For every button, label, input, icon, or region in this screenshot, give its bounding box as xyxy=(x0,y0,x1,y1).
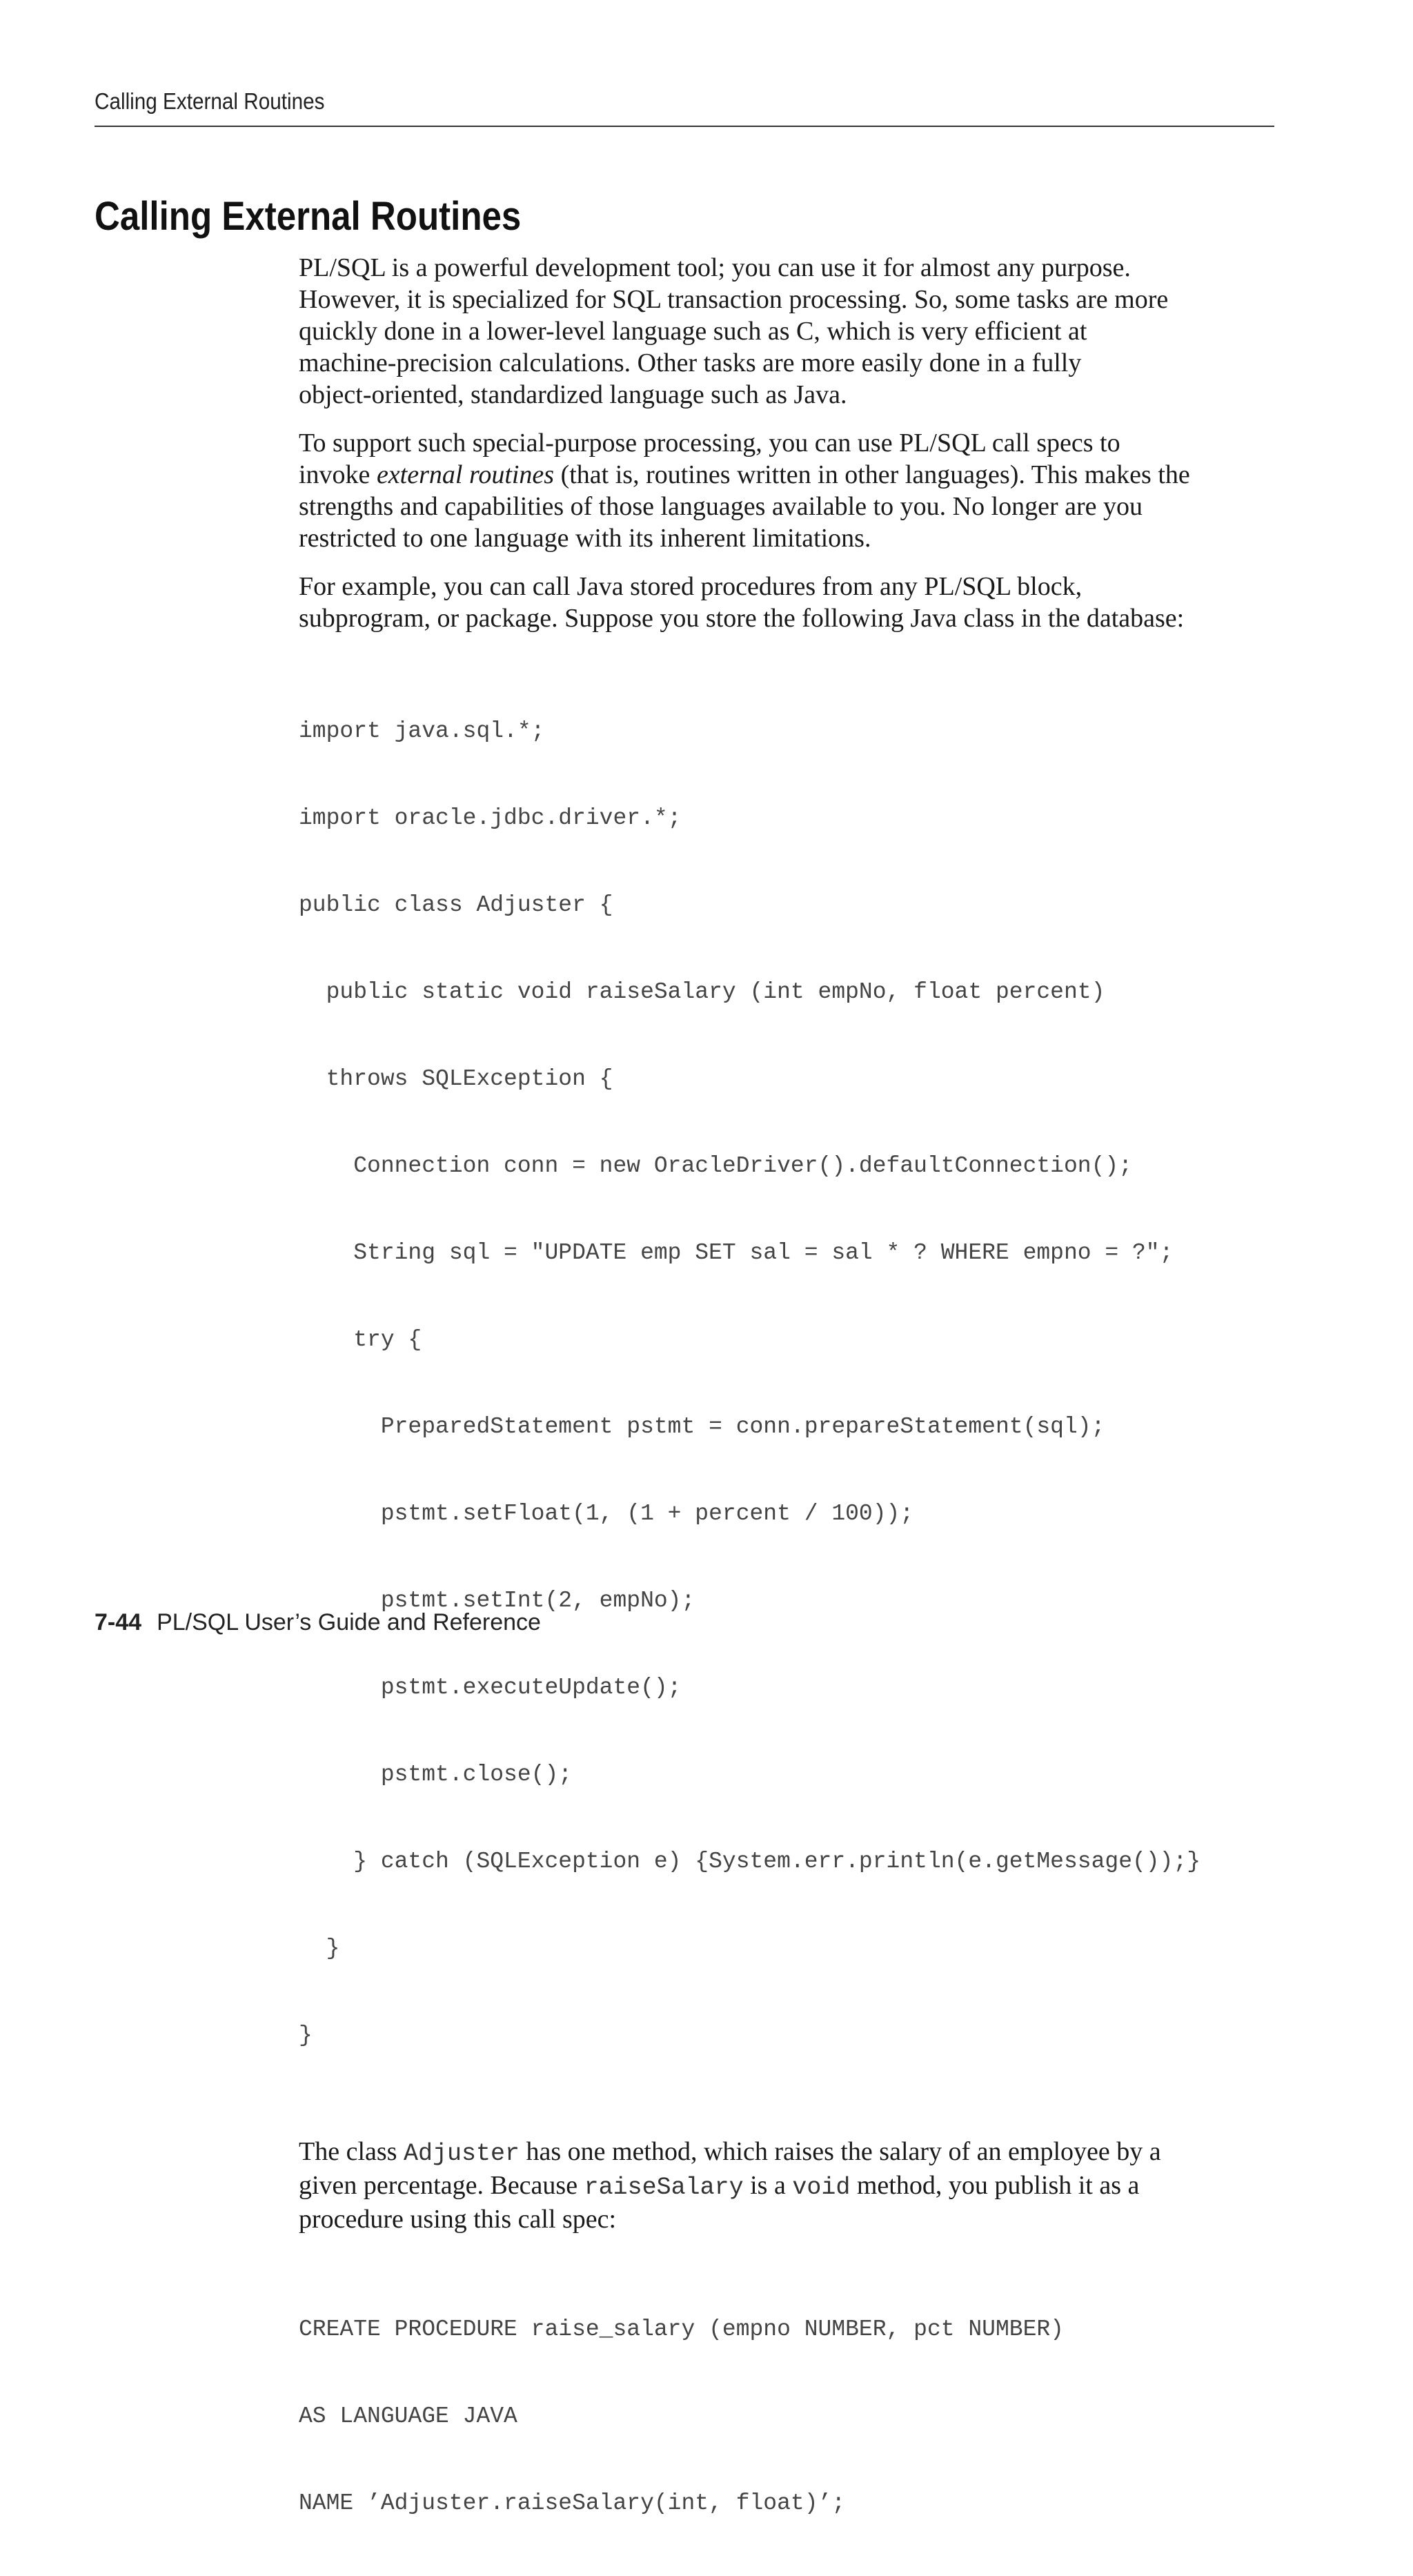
page-number: 7-44 xyxy=(95,1609,142,1635)
code-line: NAME ’Adjuster.raiseSalary(int, float)’; xyxy=(299,2490,846,2516)
inline-code-void: void xyxy=(792,2174,851,2201)
paragraph-line: subprogram, or package. Suppose you store the following Java class in the database: xyxy=(299,604,1185,633)
paragraph-line: restricted to one language with its inherent limitations. xyxy=(299,524,871,553)
paragraph-line: However, it is specialized for SQL transaction processing. So, some tasks are more xyxy=(299,285,1169,314)
emphasis-term: external routines xyxy=(376,460,555,489)
code-line: pstmt.executeUpdate(); xyxy=(299,1675,682,1700)
text-run: is a xyxy=(743,2171,793,2200)
code-line: Connection conn = new OracleDriver().defaultConnection(); xyxy=(299,1153,1132,1179)
paragraph-line: To support such special-purpose processing, you can use PL/SQL call specs to xyxy=(299,429,1120,458)
paragraph-line xyxy=(299,2136,1278,2170)
code-line: public static void raiseSalary (int empNo, float percent) xyxy=(299,979,1105,1005)
paragraph-example xyxy=(299,571,1278,634)
body-column xyxy=(299,252,1278,2576)
paragraph-line xyxy=(299,459,1278,491)
inline-code-adjuster: Adjuster xyxy=(403,2140,520,2167)
book-title: PL/SQL User’s Guide and Reference xyxy=(157,1609,541,1635)
code-line: pstmt.setInt(2, empNo); xyxy=(299,1588,695,1613)
text-run: method, you publish it as a xyxy=(850,2171,1140,2200)
paragraph-external-routines xyxy=(299,427,1278,554)
code-line: String sql = "UPDATE emp SET sal = sal * ? WHERE empno = ?"; xyxy=(299,1240,1174,1266)
code-line: import java.sql.*; xyxy=(299,718,545,744)
code-line: try { xyxy=(299,1327,422,1353)
code-line: import oracle.jdbc.driver.*; xyxy=(299,805,682,831)
paragraph-line: PL/SQL is a powerful development tool; you can use it for almost any purpose. xyxy=(299,253,1131,282)
running-header: Calling External Routines xyxy=(95,88,325,114)
code-line: CREATE PROCEDURE raise_salary (empno NUMBER, pct NUMBER) xyxy=(299,2317,1064,2342)
inline-code-raisesalary: raiseSalary xyxy=(584,2174,744,2201)
section-title: Calling External Routines xyxy=(95,194,522,239)
paragraph-line: object-oriented, standardized language such as Java. xyxy=(299,380,847,409)
paragraph-line: For example, you can call Java stored procedures from any PL/SQL block, xyxy=(299,572,1083,601)
code-line: PreparedStatement pstmt = conn.prepareStatement(sql); xyxy=(299,1414,1105,1439)
code-line: } catch (SQLException e) {System.err.println(e.getMessage());} xyxy=(299,1849,1201,1874)
paragraph-intro xyxy=(299,252,1278,411)
code-line: pstmt.setFloat(1, (1 + percent / 100)); xyxy=(299,1501,914,1526)
paragraph-line: machine-precision calculations. Other tasks are more easily done in a fully xyxy=(299,348,1082,377)
paragraph-line: strengths and capabilities of those languages available to you. No longer are you xyxy=(299,492,1143,521)
text-run: invoke xyxy=(299,460,377,489)
code-line: } xyxy=(299,2023,313,2048)
code-line: public class Adjuster { xyxy=(299,892,613,918)
text-run: has one method, which raises the salary of an employee by a xyxy=(519,2137,1161,2166)
code-line: pstmt.close(); xyxy=(299,1762,573,1787)
page-footer xyxy=(95,1609,541,1636)
header-rule xyxy=(95,126,1274,127)
text-run: given percentage. Because xyxy=(299,2171,584,2200)
text-run: (that is, routines written in other languages). This makes the xyxy=(554,460,1190,489)
code-line: AS LANGUAGE JAVA xyxy=(299,2403,517,2429)
code-line: } xyxy=(299,1936,340,1961)
sql-code-block xyxy=(299,2257,1278,2576)
paragraph-line xyxy=(299,2170,1278,2203)
paragraph-line: quickly done in a lower-level language such as C, which is very efficient at xyxy=(299,317,1087,346)
java-code-block xyxy=(299,659,1278,2108)
paragraph-adjuster xyxy=(299,2136,1278,2235)
paragraph-line: procedure using this call spec: xyxy=(299,2205,617,2234)
text-run: The class xyxy=(299,2137,404,2166)
code-line: throws SQLException { xyxy=(299,1066,613,1092)
